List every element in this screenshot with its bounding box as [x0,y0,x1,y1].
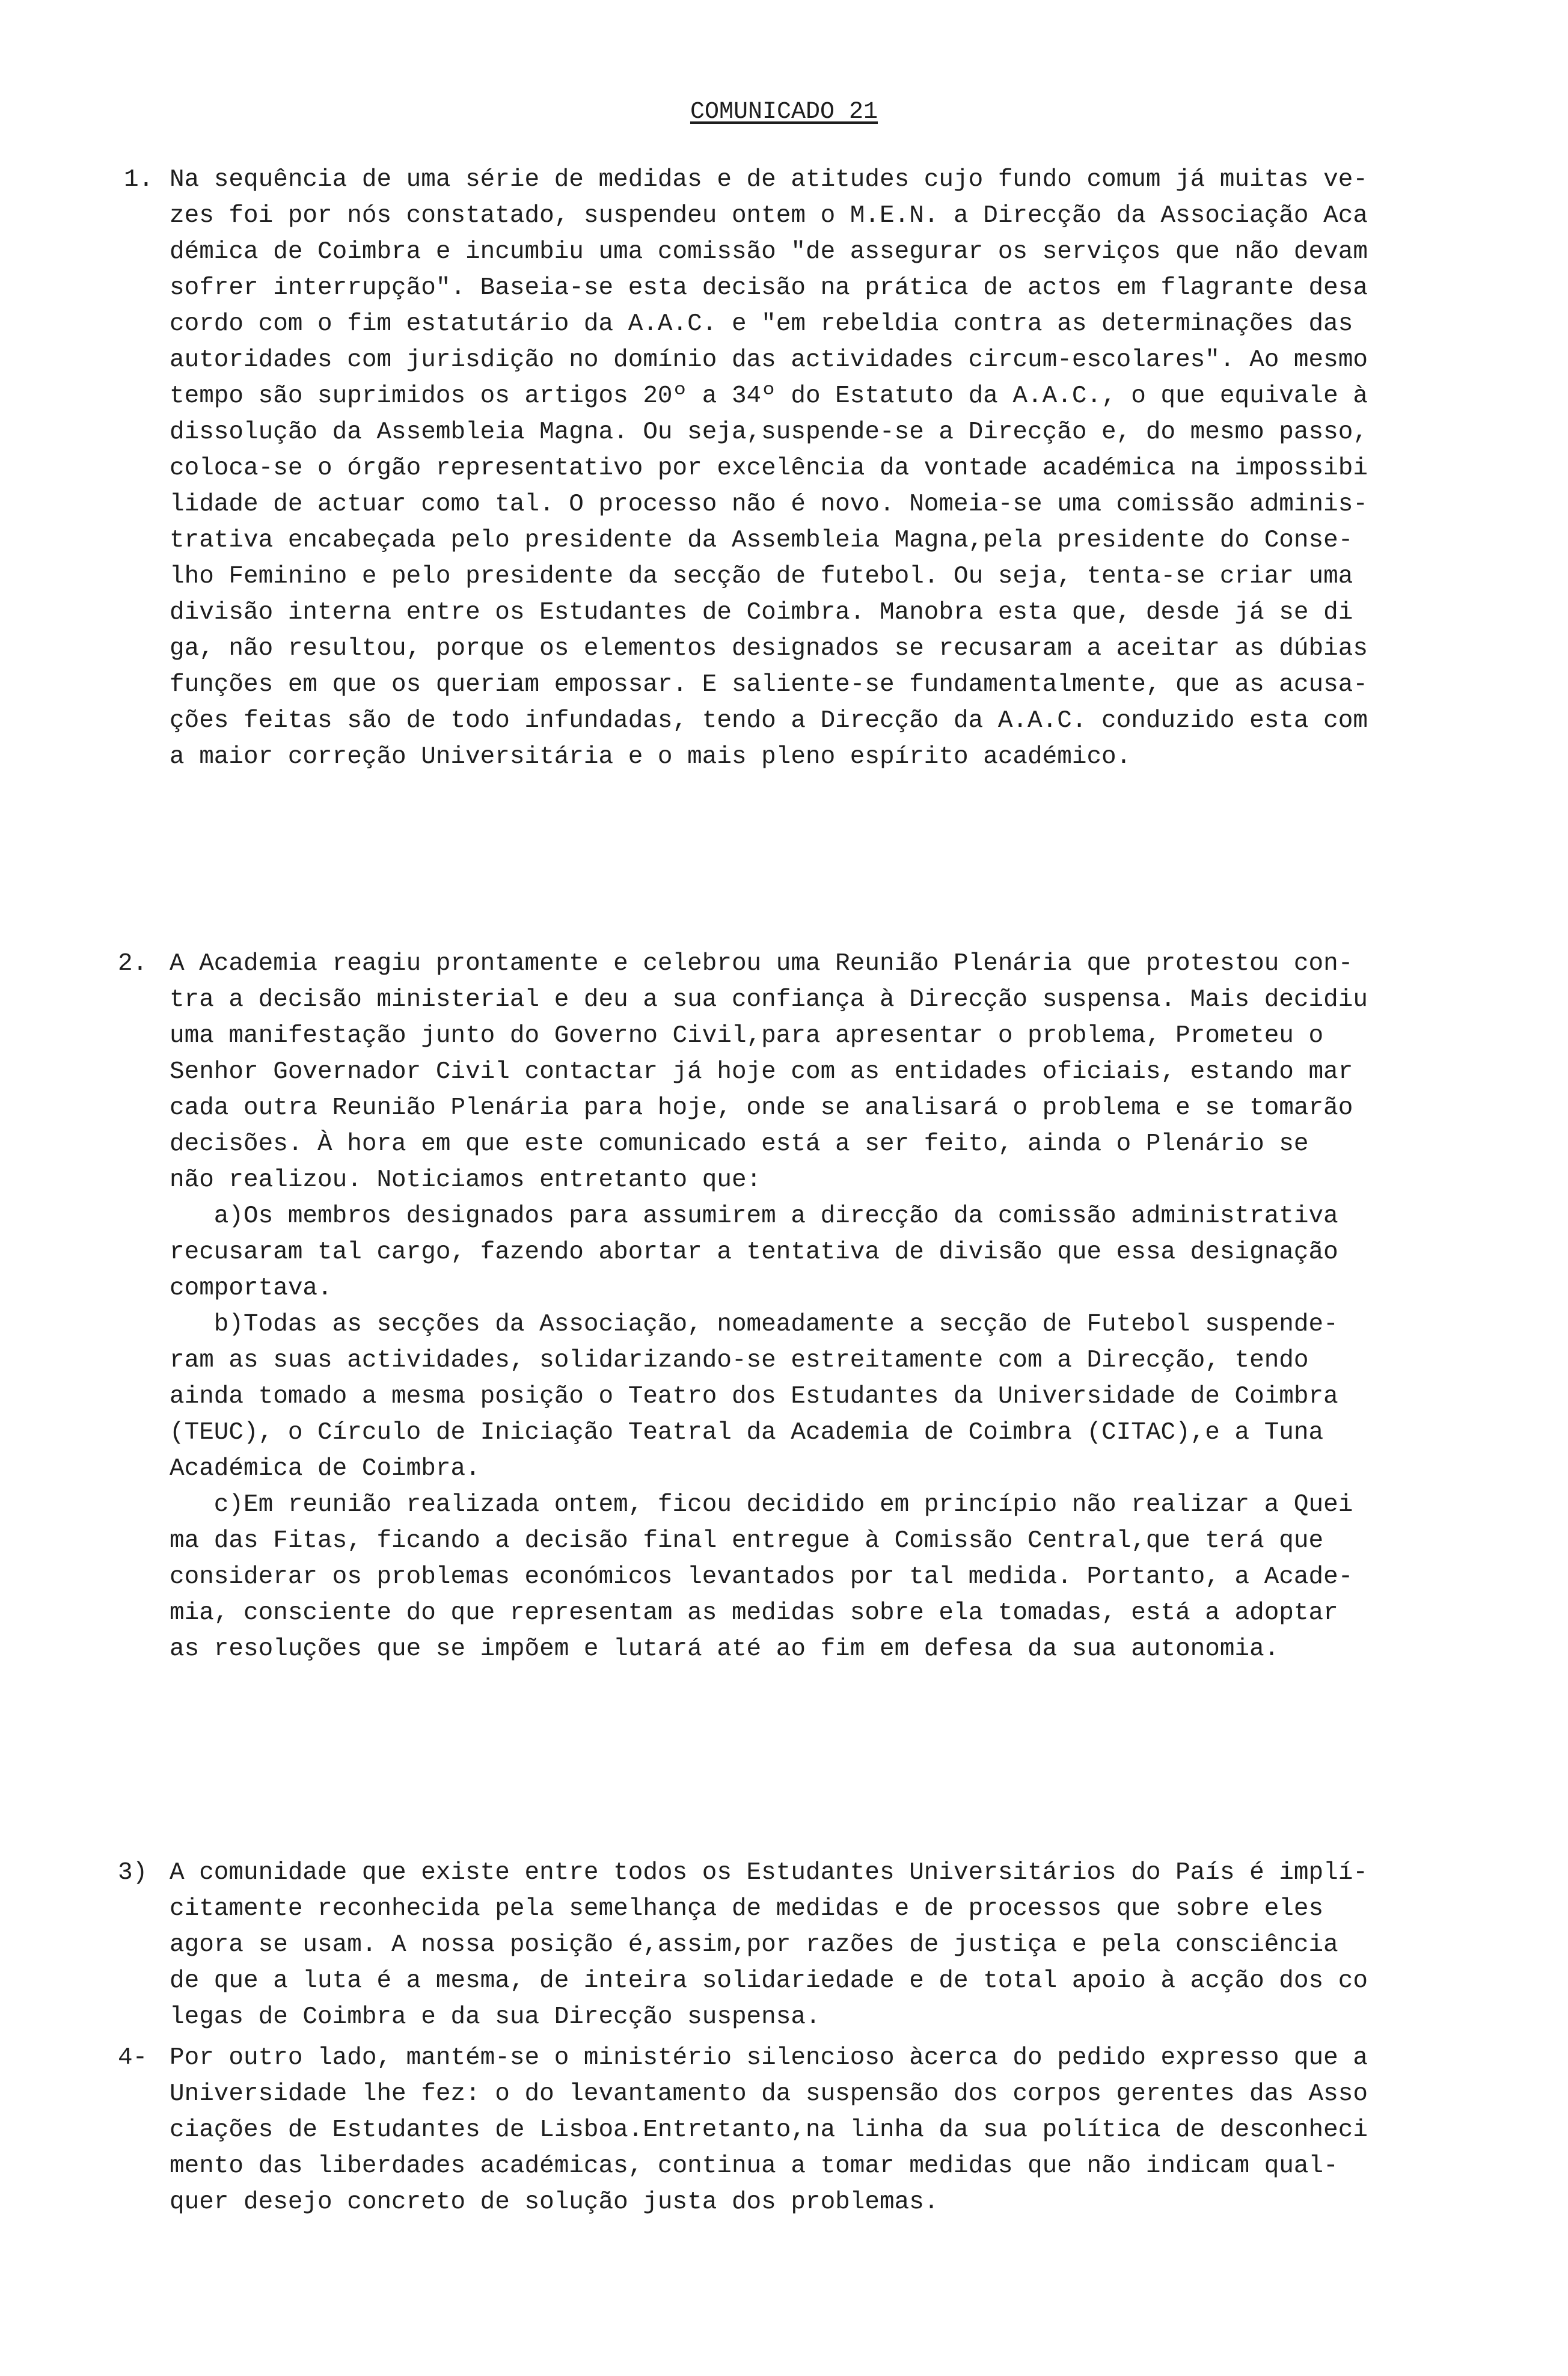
text-line: cordo com o fim estatutário da A.A.C. e "em rebeldia contra as determinações das [170,310,1353,338]
text-line: a maior correção Universitária e o mais pleno espírito académico. [170,743,1132,771]
text-line: comportava. [170,1275,332,1302]
text-line: dissolução da Assembleia Magna. Ou seja,suspende-se a Direcção e, do mesmo passo, [170,418,1368,446]
text-line: démica de Coimbra e incumbiu uma comissão "de assegurar os serviços que não devam [170,238,1368,266]
document-title: COMUNICADO 21 [690,99,878,126]
text-line: trativa encabeçada pelo presidente da Assembleia Magna,pela presidente do Conse- [170,527,1353,554]
text-line: zes foi por nós constatado, suspendeu ontem o M.E.N. a Direcção da Associação Aca [170,202,1368,230]
text-line: Na sequência de uma série de medidas e de atitudes cujo fundo comum já muitas ve- [170,166,1368,194]
section-number: 3) [118,1859,148,1887]
text-line: funções em que os queriam empossar. E saliente-se fundamentalmente, que as acusa- [170,671,1368,699]
text-line: Académica de Coimbra. [170,1455,480,1483]
text-line: divisão interna entre os Estudantes de Coimbra. Manobra esta que, desde já se di [170,599,1353,626]
text-line: b)Todas as secções da Associação, nomeadamente a secção de Futebol suspende- [170,1311,1338,1338]
text-line: c)Em reunião realizada ontem, ficou decidido em princípio não realizar a Quei [170,1491,1353,1519]
text-line: A comunidade que existe entre todos os Estudantes Universitários do País é implí- [170,1859,1368,1887]
text-line: ma das Fitas, ficando a decisão final entregue à Comissão Central,que terá que [170,1527,1324,1555]
text-line: citamente reconhecida pela semelhança de medidas e de processos que sobre eles [170,1895,1324,1923]
text-line: lidade de actuar como tal. O processo não é novo. Nomeia-se uma comissão adminis- [170,491,1368,518]
text-line: Senhor Governador Civil contactar já hoje com as entidades oficiais, estando mar [170,1058,1353,1086]
text-line: as resoluções que se impõem e lutará até ao fim em defesa da sua autonomia. [170,1635,1279,1663]
text-line: mia, consciente do que representam as medidas sobre ela tomadas, está a adoptar [170,1599,1338,1627]
text-line: a)Os membros designados para assumirem a direcção da comissão administrativa [170,1202,1338,1230]
text-line: sofrer interrupção". Baseia-se esta decisão na prática de actos em flagrante desa [170,274,1368,302]
text-line: não realizou. Noticiamos entretanto que: [170,1166,762,1194]
text-line: A Academia reagiu prontamente e celebrou uma Reunião Plenária que protestou con- [170,950,1353,978]
text-line: considerar os problemas económicos levantados por tal medida. Portanto, a Acade- [170,1563,1353,1591]
text-line: ções feitas são de todo infundadas, tendo a Direcção da A.A.C. conduzido esta com [170,707,1368,735]
text-line: ga, não resultou, porque os elementos designados se recusaram a aceitar as dúbias [170,635,1368,663]
text-line: Universidade lhe fez: o do levantamento da suspensão dos corpos gerentes das Asso [170,2080,1368,2108]
text-line: recusaram tal cargo, fazendo abortar a tentativa de divisão que essa designação [170,1239,1338,1266]
text-line: de que a luta é a mesma, de inteira solidariedade e de total apoio à acção dos co [170,1967,1368,1995]
text-line: legas de Coimbra e da sua Direcção suspensa. [170,2003,821,2031]
text-line: Por outro lado, mantém-se o ministério silencioso àcerca do pedido expresso que a [170,2044,1368,2072]
text-line: tempo são suprimidos os artigos 20º a 34º do Estatuto da A.A.C., o que equivale à [170,382,1368,410]
text-line: agora se usam. A nossa posição é,assim,por razões de justiça e pela consciência [170,1931,1338,1959]
text-line: quer desejo concreto de solução justa dos problemas. [170,2188,939,2216]
text-line: decisões. À hora em que este comunicado está a ser feito, ainda o Plenário se [170,1130,1309,1158]
text-line: lho Feminino e pelo presidente da secção de futebol. Ou seja, tenta-se criar uma [170,563,1353,590]
text-line: ainda tomado a mesma posição o Teatro dos Estudantes da Universidade de Coimbra [170,1383,1338,1410]
text-line: mento das liberdades académicas, continua a tomar medidas que não indicam qual- [170,2152,1338,2180]
text-line: tra a decisão ministerial e deu a sua confiança à Direcção suspensa. Mais decidiu [170,986,1368,1014]
text-line: (TEUC), o Círculo de Iniciação Teatral da Academia de Coimbra (CITAC),e a Tuna [170,1419,1324,1447]
section-number: 4- [118,2044,148,2072]
text-line: ram as suas actividades, solidarizando-se estreitamente com a Direcção, tendo [170,1347,1309,1374]
text-line: coloca-se o órgão representativo por excelência da vontade académica na impossibi [170,455,1368,482]
section-number: 2. [118,950,148,978]
text-line: cada outra Reunião Plenária para hoje, onde se analisará o problema e se tomarão [170,1094,1353,1122]
text-line: uma manifestação junto do Governo Civil,para apresentar o problema, Prometeu o [170,1022,1324,1050]
section-number: 1. [124,166,154,194]
text-line: autoridades com jurisdição no domínio das actividades circum-escolares". Ao mesmo [170,346,1368,374]
text-line: ciações de Estudantes de Lisboa.Entretanto,na linha da sua política de desconheci [170,2116,1368,2144]
